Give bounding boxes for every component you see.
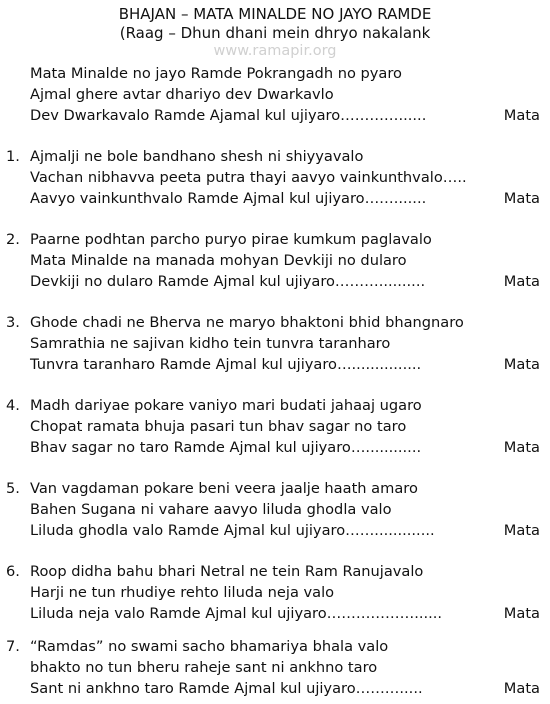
verse-line: Chopat ramata bhuja pasari tun bhav sagar no taro bbox=[30, 418, 407, 435]
intro-refrain bbox=[30, 106, 540, 126]
verse-line: Mata Minalde na manada mohyan Devkiji no dularo bbox=[30, 252, 407, 269]
verse-end-word: Mata bbox=[503, 273, 540, 290]
verse-refrain-text: Tunvra taranharo Ramde Ajmal kul ujiyaro…............... bbox=[30, 356, 422, 373]
verse-line: Ghode chadi ne Bherva ne maryo bhaktoni bhid bhangnaro bbox=[30, 314, 464, 331]
verse-number: 6. bbox=[6, 563, 20, 580]
verse-end-word: Mata bbox=[503, 439, 540, 456]
verse-refrain bbox=[30, 355, 540, 375]
verse-refrain bbox=[30, 189, 540, 209]
verse-line: Roop didha bahu bhari Netral ne tein Ram Ranujavalo bbox=[30, 563, 424, 580]
verse-refrain-text: Aavyo vainkunthvalo Ramde Ajmal kul ujiyaro……....... bbox=[30, 190, 427, 207]
verse-refrain bbox=[30, 521, 540, 541]
verse-refrain bbox=[30, 679, 540, 699]
verse-line: Vachan nibhavva peeta putra thayi aavyo vainkunthvalo….. bbox=[30, 169, 467, 186]
page-subtitle: (Raag – Dhun dhani mein dhryo nakalank bbox=[119, 24, 431, 42]
verse-end-word: Mata bbox=[503, 190, 540, 207]
verse-line: Madh dariyae pokare vaniyo mari budati jahaaj ugaro bbox=[30, 397, 422, 414]
watermark-url: www.ramapir.org bbox=[213, 43, 337, 59]
verse-end-word: Mata bbox=[503, 680, 540, 697]
verse-refrain-text: Devkiji no dularo Ramde Ajmal kul ujiyaro……….......... bbox=[30, 273, 426, 290]
intro-line-1: Mata Minalde no jayo Ramde Pokrangadh no pyaro bbox=[30, 65, 402, 82]
verse-number: 5. bbox=[6, 480, 20, 497]
verse-number: 2. bbox=[6, 231, 20, 248]
verse-number: 4. bbox=[6, 397, 20, 414]
verse-number: 1. bbox=[6, 148, 20, 165]
verse-line: Van vagdaman pokare beni veera jaalje haath amaro bbox=[30, 480, 418, 497]
verse-end-word: Mata bbox=[503, 605, 540, 622]
verse-number: 7. bbox=[6, 638, 20, 655]
verse-refrain-text: Liluda neja valo Ramde Ajmal kul ujiyaro………………...... bbox=[30, 605, 443, 622]
verse-number: 3. bbox=[6, 314, 20, 331]
verse-line: Ajmalji ne bole bandhano shesh ni shiyyavalo bbox=[30, 148, 364, 165]
page-title: BHAJAN – MATA MINALDE NO JAYO RAMDE bbox=[118, 5, 432, 23]
verse-end-word: Mata bbox=[503, 356, 540, 373]
verse-refrain bbox=[30, 604, 540, 624]
verse-refrain bbox=[30, 438, 540, 458]
intro-end-word: Mata bbox=[503, 107, 540, 124]
verse-line: “Ramdas” no swami sacho bhamariya bhala valo bbox=[30, 638, 389, 655]
verse-line: Harji ne tun rhudiye rehto liluda neja valo bbox=[30, 584, 335, 601]
verse-line: bhakto no tun bheru raheje sant ni ankhno taro bbox=[30, 659, 378, 676]
verse-refrain bbox=[30, 272, 540, 292]
verse-refrain-text: Liluda ghodla valo Ramde Ajmal kul ujiyaro……............. bbox=[30, 522, 435, 539]
intro-refrain-text: Dev Dwarkavalo Ramde Ajamal kul ujiyaro…………...... bbox=[30, 107, 427, 124]
verse-line: Samrathia ne sajivan kidho tein tunvra taranharo bbox=[30, 335, 391, 352]
verse-refrain-text: Sant ni ankhno taro Ramde Ajmal kul ujiyaro………..... bbox=[30, 680, 423, 697]
verse-end-word: Mata bbox=[503, 522, 540, 539]
verse-line: Paarne podhtan parcho puryo pirae kumkum paglavalo bbox=[30, 231, 432, 248]
intro-line-2: Ajmal ghere avtar dhariyo dev Dwarkavlo bbox=[30, 86, 334, 103]
verse-line: Bahen Sugana ni vahare aavyo liluda ghodla valo bbox=[30, 501, 392, 518]
verse-refrain-text: Bhav sagar no taro Ramde Ajmal kul ujiyaro…............ bbox=[30, 439, 422, 456]
